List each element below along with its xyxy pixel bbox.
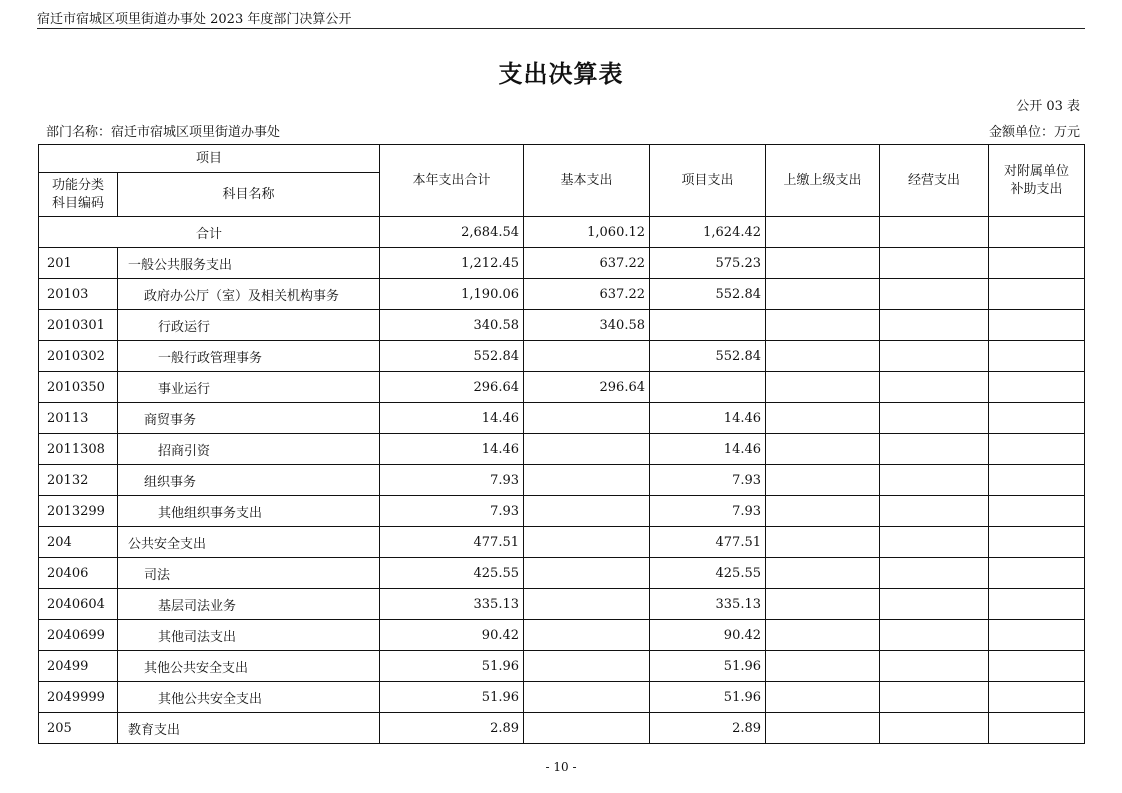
row-name: 其他公共安全支出 (118, 682, 380, 713)
row-subsidy (989, 403, 1085, 434)
row-name: 教育支出 (118, 713, 380, 744)
row-upper (766, 465, 880, 496)
row-name: 一般公共服务支出 (118, 248, 380, 279)
row-upper (766, 620, 880, 651)
row-item (650, 372, 766, 403)
row-business (880, 527, 989, 558)
row-code: 2040604 (39, 589, 118, 620)
row-total: 14.46 (380, 434, 524, 465)
row-basic: 340.58 (524, 310, 650, 341)
row-item: 14.46 (650, 434, 766, 465)
row-business (880, 620, 989, 651)
row-name: 其他公共安全支出 (118, 651, 380, 682)
table-row (39, 651, 1085, 682)
row-business (880, 496, 989, 527)
row-upper (766, 558, 880, 589)
table-row (39, 713, 1085, 744)
row-subsidy (989, 713, 1085, 744)
row-item: 575.23 (650, 248, 766, 279)
row-total: 477.51 (380, 527, 524, 558)
row-business (880, 248, 989, 279)
total-upper (766, 217, 880, 248)
table-row (39, 310, 1085, 341)
row-upper (766, 713, 880, 744)
row-upper (766, 527, 880, 558)
row-name: 公共安全支出 (118, 527, 380, 558)
total-total: 2,684.54 (380, 217, 524, 248)
row-total: 2.89 (380, 713, 524, 744)
row-code: 2013299 (39, 496, 118, 527)
row-name: 政府办公厅（室）及相关机构事务 (118, 279, 380, 310)
row-upper (766, 434, 880, 465)
expenditure-table (38, 144, 1085, 744)
row-subsidy (989, 310, 1085, 341)
row-item: 335.13 (650, 589, 766, 620)
row-name: 招商引资 (118, 434, 380, 465)
row-code: 20132 (39, 465, 118, 496)
header-name: 科目名称 (118, 173, 380, 217)
row-item: 2.89 (650, 713, 766, 744)
header-total: 本年支出合计 (380, 145, 524, 217)
row-basic (524, 558, 650, 589)
row-subsidy (989, 465, 1085, 496)
row-subsidy (989, 248, 1085, 279)
table-row (39, 248, 1085, 279)
table-row (39, 465, 1085, 496)
row-upper (766, 496, 880, 527)
row-business (880, 682, 989, 713)
header-item: 项目支出 (650, 145, 766, 217)
row-basic (524, 651, 650, 682)
row-name: 组织事务 (118, 465, 380, 496)
row-code: 205 (39, 713, 118, 744)
row-item: 477.51 (650, 527, 766, 558)
row-item (650, 310, 766, 341)
row-code: 201 (39, 248, 118, 279)
page-number: - 10 - (545, 760, 577, 774)
row-subsidy (989, 434, 1085, 465)
row-code: 20406 (39, 558, 118, 589)
row-upper (766, 372, 880, 403)
row-upper (766, 341, 880, 372)
total-item: 1,624.42 (650, 217, 766, 248)
row-total: 340.58 (380, 310, 524, 341)
row-name: 司法 (118, 558, 380, 589)
table-row (39, 527, 1085, 558)
row-upper (766, 682, 880, 713)
row-total: 7.93 (380, 465, 524, 496)
header-upper: 上缴上级支出 (766, 145, 880, 217)
row-basic (524, 465, 650, 496)
row-basic: 296.64 (524, 372, 650, 403)
row-total: 1,190.06 (380, 279, 524, 310)
header-basic: 基本支出 (524, 145, 650, 217)
row-basic: 637.22 (524, 279, 650, 310)
row-subsidy (989, 527, 1085, 558)
amount-unit: 金额单位：万元 (988, 125, 1080, 140)
row-upper (766, 589, 880, 620)
header-business: 经营支出 (880, 145, 989, 217)
row-business (880, 713, 989, 744)
row-upper (766, 651, 880, 682)
row-total: 14.46 (380, 403, 524, 434)
row-subsidy (989, 651, 1085, 682)
row-code: 20113 (39, 403, 118, 434)
header-rule (37, 28, 1085, 29)
row-total: 1,212.45 (380, 248, 524, 279)
row-subsidy (989, 341, 1085, 372)
row-name: 商贸事务 (118, 403, 380, 434)
row-subsidy (989, 279, 1085, 310)
row-business (880, 372, 989, 403)
row-basic (524, 403, 650, 434)
row-total: 296.64 (380, 372, 524, 403)
total-row (39, 217, 1085, 248)
row-code: 20103 (39, 279, 118, 310)
row-business (880, 589, 989, 620)
row-code: 2010301 (39, 310, 118, 341)
row-name: 其他组织事务支出 (118, 496, 380, 527)
row-code: 2010350 (39, 372, 118, 403)
row-code: 20499 (39, 651, 118, 682)
row-item: 51.96 (650, 682, 766, 713)
row-basic (524, 434, 650, 465)
table-row (39, 589, 1085, 620)
header-code: 功能分类科目编码 (39, 173, 118, 217)
table-row (39, 279, 1085, 310)
row-total: 7.93 (380, 496, 524, 527)
row-total: 425.55 (380, 558, 524, 589)
row-subsidy (989, 589, 1085, 620)
row-item: 552.84 (650, 279, 766, 310)
header-project: 项目 (39, 145, 380, 173)
table-row (39, 372, 1085, 403)
row-business (880, 558, 989, 589)
total-business (880, 217, 989, 248)
row-basic (524, 713, 650, 744)
row-upper (766, 403, 880, 434)
row-item: 425.55 (650, 558, 766, 589)
running-header: 宿迁市宿城区项里街道办事处 2023 年度部门决算公开 (37, 12, 352, 27)
row-subsidy (989, 372, 1085, 403)
row-item: 7.93 (650, 465, 766, 496)
row-upper (766, 279, 880, 310)
total-basic: 1,060.12 (524, 217, 650, 248)
row-business (880, 279, 989, 310)
row-subsidy (989, 496, 1085, 527)
row-name: 事业运行 (118, 372, 380, 403)
total-subsidy (989, 217, 1085, 248)
row-item: 14.46 (650, 403, 766, 434)
row-total: 90.42 (380, 620, 524, 651)
header-subsidy: 对附属单位补助支出 (989, 145, 1085, 217)
row-total: 335.13 (380, 589, 524, 620)
row-basic (524, 496, 650, 527)
row-code: 2049999 (39, 682, 118, 713)
row-code: 204 (39, 527, 118, 558)
row-business (880, 465, 989, 496)
row-code: 2040699 (39, 620, 118, 651)
row-code: 2010302 (39, 341, 118, 372)
table-row (39, 558, 1085, 589)
row-business (880, 403, 989, 434)
row-item: 90.42 (650, 620, 766, 651)
row-total: 552.84 (380, 341, 524, 372)
row-basic (524, 682, 650, 713)
row-basic: 637.22 (524, 248, 650, 279)
row-name: 基层司法业务 (118, 589, 380, 620)
page-title: 支出决算表 (498, 60, 624, 88)
row-subsidy (989, 558, 1085, 589)
row-item: 51.96 (650, 651, 766, 682)
table-number: 公开 03 表 (1016, 99, 1080, 114)
row-basic (524, 527, 650, 558)
row-total: 51.96 (380, 682, 524, 713)
table-row (39, 682, 1085, 713)
row-basic (524, 620, 650, 651)
row-subsidy (989, 682, 1085, 713)
row-item: 7.93 (650, 496, 766, 527)
row-name: 行政运行 (118, 310, 380, 341)
row-upper (766, 310, 880, 341)
department-name: 部门名称：宿迁市宿城区项里街道办事处 (46, 125, 281, 140)
row-basic (524, 341, 650, 372)
row-name: 一般行政管理事务 (118, 341, 380, 372)
row-total: 51.96 (380, 651, 524, 682)
row-basic (524, 589, 650, 620)
row-subsidy (989, 620, 1085, 651)
row-name: 其他司法支出 (118, 620, 380, 651)
row-business (880, 434, 989, 465)
table-row (39, 341, 1085, 372)
row-code: 2011308 (39, 434, 118, 465)
row-upper (766, 248, 880, 279)
table-row (39, 620, 1085, 651)
row-business (880, 651, 989, 682)
table-row (39, 403, 1085, 434)
row-item: 552.84 (650, 341, 766, 372)
table-row (39, 496, 1085, 527)
row-business (880, 310, 989, 341)
total-label: 合计 (39, 217, 380, 248)
table-row (39, 434, 1085, 465)
row-business (880, 341, 989, 372)
